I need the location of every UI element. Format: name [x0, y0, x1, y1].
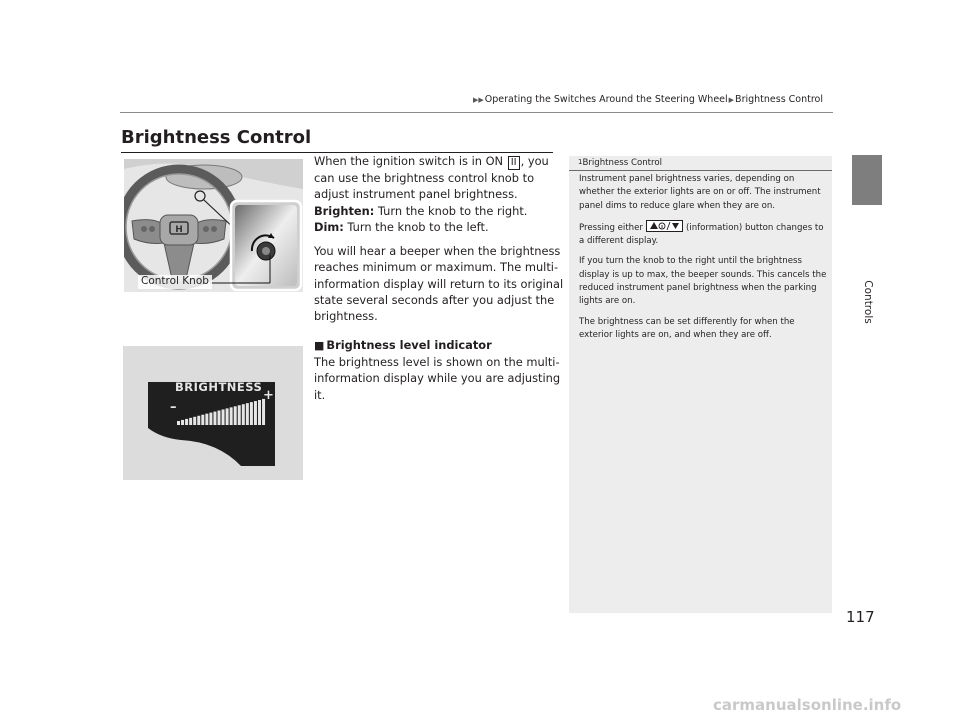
breadcrumb-arrow-icon: ▶▶ — [473, 96, 484, 104]
level-bar — [226, 408, 229, 425]
level-bar — [254, 401, 257, 425]
page-number: 117 — [846, 608, 875, 626]
info-up-down-button-icon — [646, 220, 683, 232]
level-bar — [234, 406, 237, 425]
header-rule — [120, 112, 833, 113]
level-bar — [205, 414, 208, 425]
ignition-key-symbol: II — [508, 156, 520, 170]
breadcrumb — [472, 94, 832, 105]
svg-text:H: H — [175, 225, 183, 235]
main-content — [314, 153, 564, 403]
plus-sign: + — [263, 388, 274, 403]
brightness-display-illustration — [123, 346, 303, 480]
level-bar — [250, 402, 253, 425]
level-bar — [209, 413, 212, 425]
level-bar — [181, 420, 184, 425]
control-knob-callout: Control Knob — [141, 275, 209, 287]
breadcrumb-current: Brightness Control — [735, 94, 824, 105]
chapter-tab — [852, 155, 882, 205]
watermark: carmanualsonline.info — [713, 696, 902, 714]
note-rule — [569, 170, 832, 171]
level-bar — [242, 404, 245, 425]
level-bar — [193, 417, 196, 425]
beeper-paragraph: You will hear a beeper when the brightness reaches minimum or maximum. The multi-information display will return to its original state several seconds after you adjust the brightness. — [314, 244, 564, 324]
note-body — [579, 173, 827, 349]
level-bar — [218, 411, 221, 426]
level-bar — [185, 419, 188, 425]
brightness-display — [123, 346, 303, 480]
brightness-display-title: BRIGHTNESS — [175, 380, 263, 394]
level-bar — [201, 415, 204, 425]
breadcrumb-arrow-icon: ▶ — [728, 96, 735, 104]
chapter-label: Controls — [862, 280, 874, 324]
note-paragraph-1: Instrument panel brightness varies, depending on whether the exterior lights are on or off. The instrument panel dims to reduce glare when they are on. — [579, 174, 821, 211]
level-bar — [230, 407, 233, 425]
brightness-level-heading: ■ Brightness level indicator — [314, 337, 492, 352]
minus-sign: – — [170, 400, 177, 415]
note-paragraph-4: The brightness can be set differently for when the exterior lights are on, and when they are off. — [579, 316, 795, 340]
dim-line: Dim: Turn the knob to the left. — [314, 219, 489, 234]
level-bar — [197, 416, 200, 425]
note-paragraph-3: If you turn the knob to the right until the brightness display is up to max, the beeper sounds. This cancels the reduced instrument panel brightness when the parking lights are on. — [579, 256, 827, 307]
breadcrumb-parent: Operating the Switches Around the Steering Wheel — [484, 94, 728, 105]
level-bar — [177, 421, 180, 425]
brightness-level-paragraph: The brightness level is shown on the multi-information display while you are adjusting it. — [314, 354, 561, 402]
reference-mark: 1 — [578, 158, 583, 166]
level-bar — [222, 409, 225, 425]
square-bullet-icon: ■ — [314, 338, 325, 352]
level-bar — [238, 405, 241, 425]
intro-paragraph: When the ignition switch is in ON II , you can use the brightness control knob to adjust instrument panel brightness. — [314, 154, 549, 202]
note-heading: 1Brightness Control — [578, 158, 663, 168]
page-title: Brightness Control — [121, 127, 312, 148]
level-bar — [189, 418, 192, 425]
note-paragraph-2: Pressing either (information) button changes to a different display. — [579, 220, 827, 249]
level-bar — [246, 403, 249, 425]
brighten-line: Brighten: Turn the knob to the right. — [314, 203, 528, 218]
steering-wheel-icon — [124, 159, 303, 292]
level-bar — [258, 400, 261, 425]
level-bar — [213, 412, 216, 425]
steering-wheel-illustration — [124, 159, 303, 292]
